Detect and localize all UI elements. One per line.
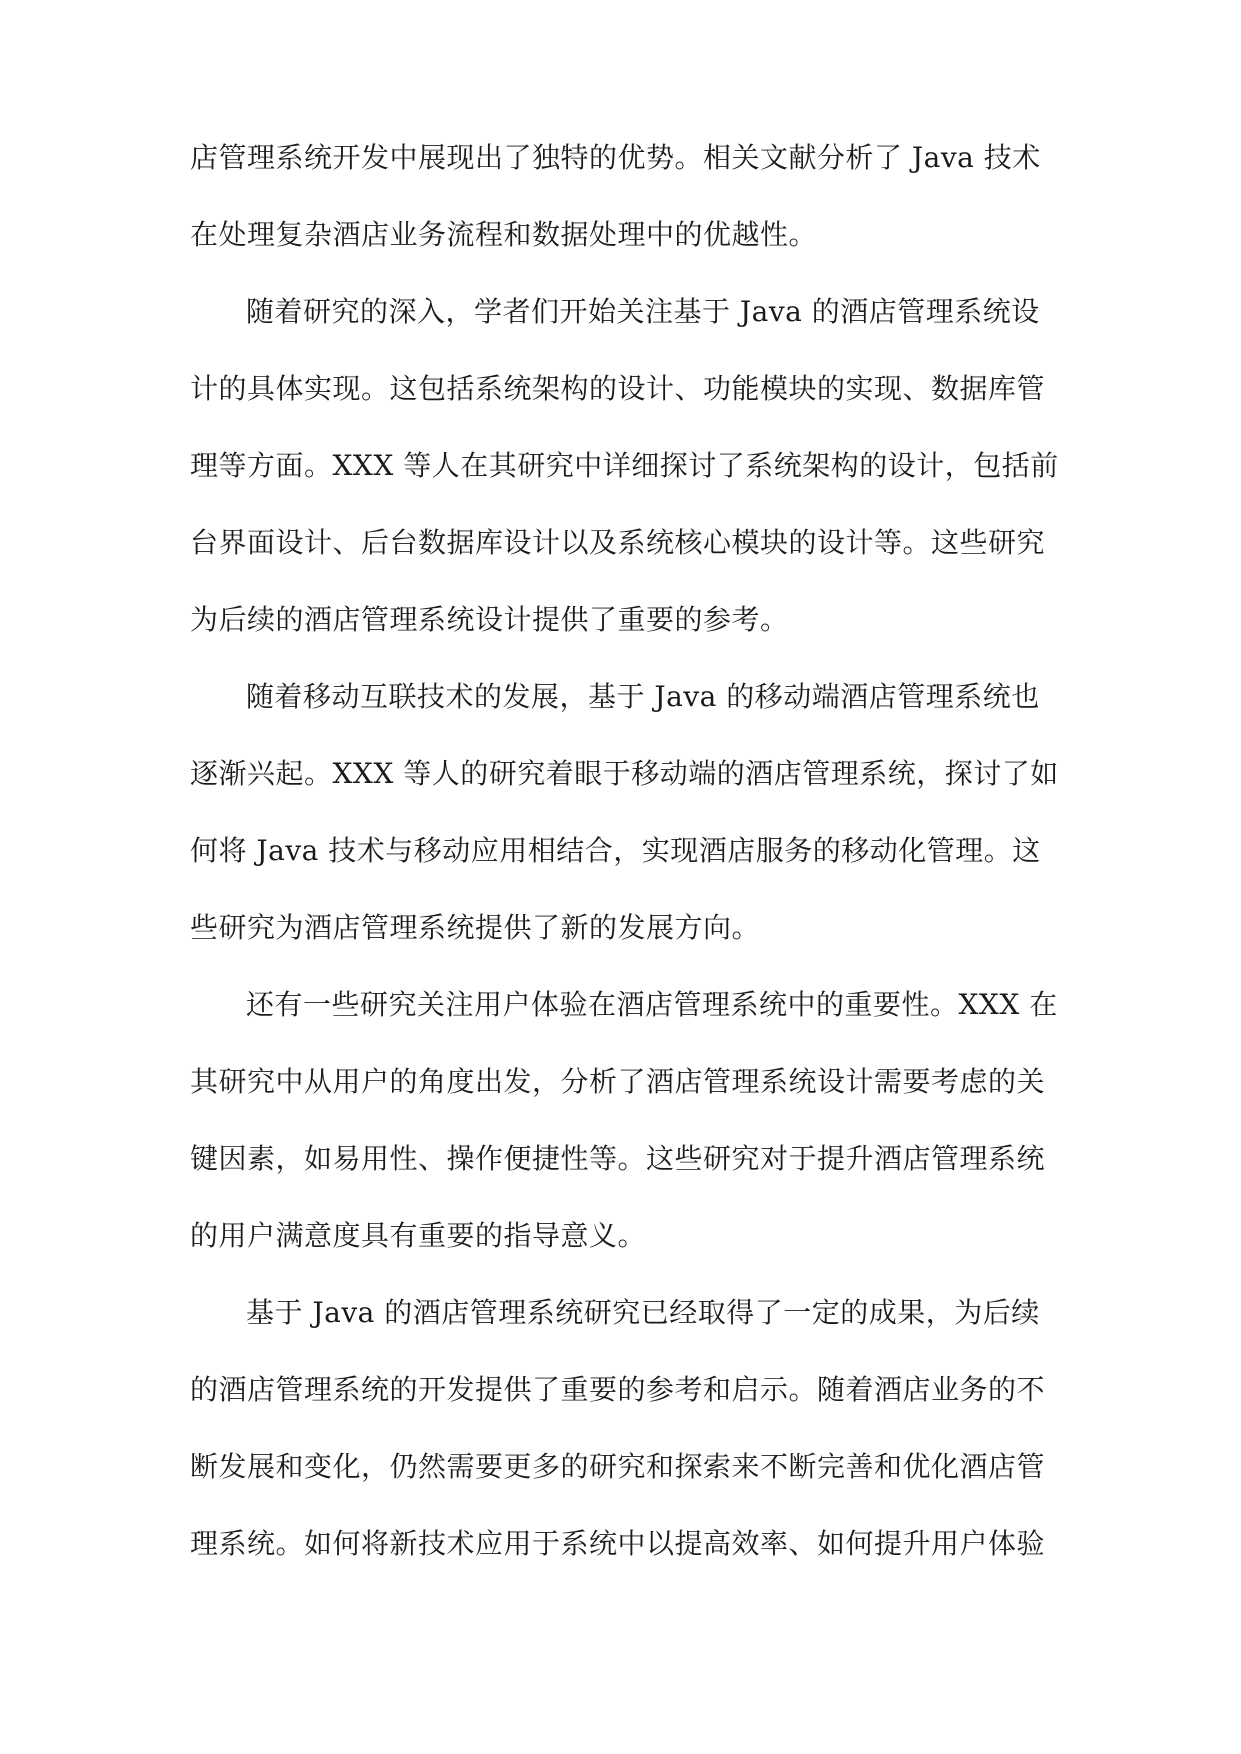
text-line: 逐渐兴起。XXX 等人的研究着眼于移动端的酒店管理系统，探讨了如 <box>190 757 1059 790</box>
text-line: 理系统。如何将新技术应用于系统中以提高效率、如何提升用户体验 <box>190 1527 1046 1560</box>
text-line: 的用户满意度具有重要的指导意义。 <box>190 1219 647 1252</box>
text-line: 还有一些研究关注用户体验在酒店管理系统中的重要性。XXX 在 <box>246 988 1058 1021</box>
text-line: 基于 Java 的酒店管理系统研究已经取得了一定的成果，为后续 <box>246 1296 1040 1329</box>
text-line: 为后续的酒店管理系统设计提供了重要的参考。 <box>190 603 789 636</box>
text-line: 随着移动互联技术的发展，基于 Java 的移动端酒店管理系统也 <box>246 680 1040 713</box>
text-line: 何将 Java 技术与移动应用相结合，实现酒店服务的移动化管理。这 <box>190 834 1041 867</box>
text-line: 的酒店管理系统的开发提供了重要的参考和启示。随着酒店业务的不 <box>190 1373 1046 1406</box>
text-line: 在处理复杂酒店业务流程和数据处理中的优越性。 <box>190 218 818 251</box>
text-line: 店管理系统开发中展现出了独特的优势。相关文献分析了 Java 技术 <box>190 141 1041 174</box>
text-line: 随着研究的深入，学者们开始关注基于 Java 的酒店管理系统设 <box>246 295 1040 328</box>
text-line: 键因素，如易用性、操作便捷性等。这些研究对于提升酒店管理系统 <box>190 1142 1046 1175</box>
body-text <box>190 140 1059 1603</box>
text-line: 计的具体实现。这包括系统架构的设计、功能模块的实现、数据库管 <box>190 372 1046 405</box>
text-line: 台界面设计、后台数据库设计以及系统核心模块的设计等。这些研究 <box>190 526 1046 559</box>
text-line: 其研究中从用户的角度出发，分析了酒店管理系统设计需要考虑的关 <box>190 1065 1046 1098</box>
text-line: 些研究为酒店管理系统提供了新的发展方向。 <box>190 911 761 944</box>
text-line: 断发展和变化，仍然需要更多的研究和探索来不断完善和优化酒店管 <box>190 1450 1046 1483</box>
text-line: 理等方面。XXX 等人在其研究中详细探讨了系统架构的设计，包括前 <box>190 449 1059 482</box>
